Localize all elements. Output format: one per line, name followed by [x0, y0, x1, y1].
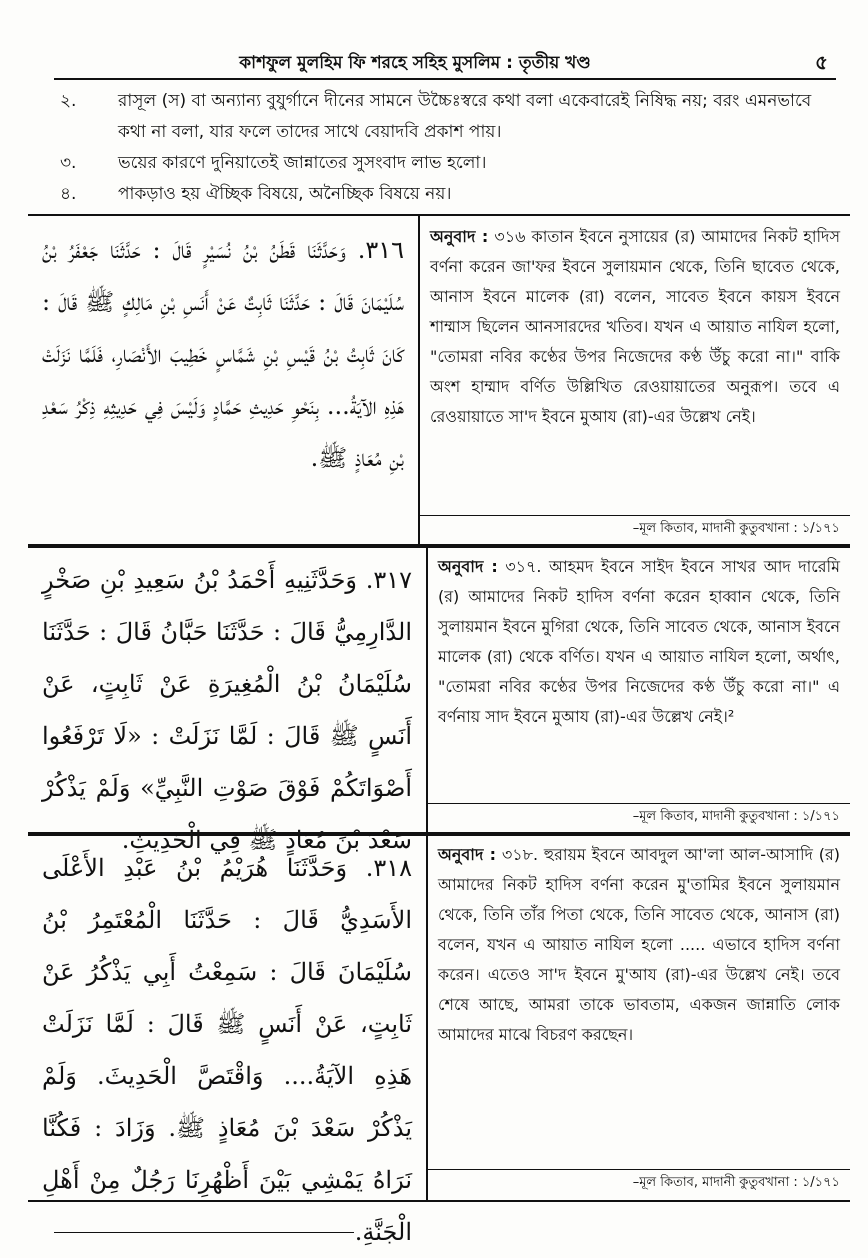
source-reference: –মূল কিতাব, মাদানী কুতুবখানা : ১/১৭১ [632, 521, 840, 536]
translation-panel [428, 546, 850, 834]
source-divider [428, 803, 850, 804]
arabic-text: ٣١٦. وَحَدَّثَنَا قَطَنُ بْنُ نُسَيْرٍ قَالَ : حَدَّثَنَا جَعْفَرُ بْنُ سُلَيْمَانَ قَالَ : حَدَّثَنَا ثَابِتٌ عَنْ أَنَسِ بْنِ مَالِكٍ ﷺ قَالَ : كَانَ ثَابِتُ بْنُ قَيْسِ بْنِ شَمَّاسٍ خَطِيبَ الأَنْصَارِ، فَلَمَّا نَزَلَتْ هَذِهِ الآيَةُ... بِنَحْوِ حَدِيثِ حَمَّادٍ وَلَيْسَ فِي حَدِيثِهِ ذِكْرُ سَعْدِ بْنِ مُعَاذٍ ﷺ. [28, 216, 420, 546]
notes-list [54, 86, 844, 210]
footnote-divider [54, 1232, 354, 1233]
arabic-text: ٣١٧. وَحَدَّثَنِيهِ أَحْمَدُ بْنُ سَعِيدِ بْنِ صَخْرٍ الدَّارِمِيُّ قَالَ : حَدَّثَنَا حَبَّانُ قَالَ : حَدَّثَنَا سُلَيْمَانُ بْنُ الْمُغِيرَةِ عَنْ ثَابِتٍ، عَنْ أَنَسٍ ﷺ قَالَ : لَمَّا نَزَلَتْ : «لَا تَرْفَعُوا أَصْوَاتَكُمْ فَوْقَ صَوْتِ النَّبِيِّ» وَلَمْ يَذْكُرْ سَعْدَ بْنَ مُعَاذٍ ﷺ فِي الْحَدِيثِ. [28, 546, 428, 834]
hadith-block-316 [28, 214, 850, 548]
note-item [54, 179, 844, 210]
source-reference: –মূল কিতাব, মাদানী কুতুবখানা : ১/১৭১ [632, 1175, 840, 1190]
note-item [54, 86, 844, 148]
translation-panel [428, 834, 850, 1200]
page-number: ৫ [815, 50, 828, 74]
hadith-block-317 [28, 544, 850, 854]
translation-text: ৩১৭. আহমদ ইবনে সাইদ ইবনে সাখর আদ দারেমি (র) আমাদের নিকট হাদিস বর্ণনা করেন হাব্বান থেকে, তিনি সুলায়মান ইবনে মুগিরা থেকে, তিনি সাবেত থেকে, আনাস ইবনে মালেক (রা) থেকে বর্ণিত। যখন এ আয়াত নাযিল হলো, অর্থাৎ, "তোমরা নবির কণ্ঠের উপর নিজেদের কণ্ঠ উঁচু করো না।" এ বর্ণনায় সাদ ইবনে মুআয (রা)-এর উল্লেখ নেই।² [438, 557, 840, 726]
note-number: ৪. [60, 184, 77, 204]
translation-paragraph [438, 840, 840, 1050]
note-number: ৩. [60, 153, 77, 173]
translation-paragraph [438, 552, 840, 732]
note-text: রাসূল (স) বা অন্যান্য বুযুর্গানে দীনের সামনে উচ্চৈঃস্বরে কথা বলা একেবারেই নিষিদ্ধ নয়; বরং এমনভাবে কথা না বলা, যার ফলে তাদের সাথে বেয়াদবি প্রকাশ পায়। [118, 91, 812, 142]
note-text: পাকড়াও হয় ঐচ্ছিক বিষয়ে, অনৈচ্ছিক বিষয়ে নয়। [118, 184, 452, 204]
hadith-block-318 [28, 832, 850, 1246]
translation-paragraph [430, 222, 840, 432]
running-title: কাশফুল মুলহিম ফি শরহে সহিহ মুসলিম : তৃতীয় খণ্ড [239, 53, 591, 73]
translation-text: ৩১৮. হুরায়ম ইবনে আবদুল আ'লা আল-আসাদি (র) আমাদের নিকট হাদিস বর্ণনা করেন মু'তামির ইবনে সুলায়মান থেকে, তিনি তাঁর পিতা থেকে, তিনি সাবেত থেকে, আনাস (রা) বলেন, যখন এ আয়াত নাযিল হলো ..... এভাবে হাদিস বর্ণনা করেন। এতেও সা'দ ইবনে মু'আয (রা)-এর উল্লেখ নেই। তবে শেষে আছে, আমরা তাকে ভাবতাম, একজন জান্নাতি লোক আমাদের মাঝে বিচরণ করছেন। [438, 845, 840, 1044]
translation-label: অনুবাদ : [430, 227, 489, 246]
note-text: ভয়ের কারণে দুনিয়াতেই জান্নাতের সুসংবাদ লাভ হলো। [118, 153, 487, 173]
source-divider [420, 515, 850, 516]
translation-label: অনুবাদ : [438, 557, 498, 576]
source-reference: –মূল কিতাব, মাদানী কুতুবখানা : ১/১৭১ [632, 809, 840, 824]
translation-text: ৩১৬ কাতান ইবনে নুসায়ের (র) আমাদের নিকট হাদিস বর্ণনা করেন জা'ফর ইবনে সুলায়মান থেকে, তিনি ছাবেত থেকে, আনাস ইবনে মালেক (রা) বলেন, সাবেত ইবনে কায়স ইবনে শাম্মাস ছিলেন আনসারদের খতিব। যখন এ আয়াত নাযিল হলো, "তোমরা নবির কণ্ঠের উপর নিজেদের কণ্ঠ উঁচু করো না।" বাকি অংশ হাম্মাদ বর্ণিত উল্লিখিত রেওয়ায়াতের অনুরূপ। তবে এ রেওয়ায়াতে সা'দ ইবনে মুআয (রা)-এর উল্লেখ নেই। [430, 227, 841, 426]
source-divider [428, 1169, 850, 1170]
arabic-text: ٣١٨. وَحَدَّثَنَا هُرَيْمُ بْنُ عَبْدِ الأَعْلَى الأَسَدِيُّ قَالَ : حَدَّثَنَا الْمُعْتَمِرُ بْنُ سُلَيْمَانَ قَالَ : سَمِعْتُ أَبِي يَذْكُرُ عَنْ ثَابِتٍ، عَنْ أَنَسٍ ﷺ قَالَ : لَمَّا نَزَلَتْ هَذِهِ الآيَةُ.... وَاقْتَصَّ الْحَدِيثَ. وَلَمْ يَذْكُرْ سَعْدَ بْنَ مُعَاذٍ ﷺ. وَزَادَ : فَكُنَّا نَرَاهُ يَمْشِي بَيْنَ أَظْهُرِنَا رَجُلٌ مِنْ أَهْلِ الْجَنَّةِ. [28, 834, 428, 1200]
translation-panel [420, 216, 850, 546]
note-number: ২. [60, 91, 77, 111]
note-item [54, 148, 844, 179]
running-header [54, 48, 836, 80]
translation-label: অনুবাদ : [438, 845, 497, 864]
